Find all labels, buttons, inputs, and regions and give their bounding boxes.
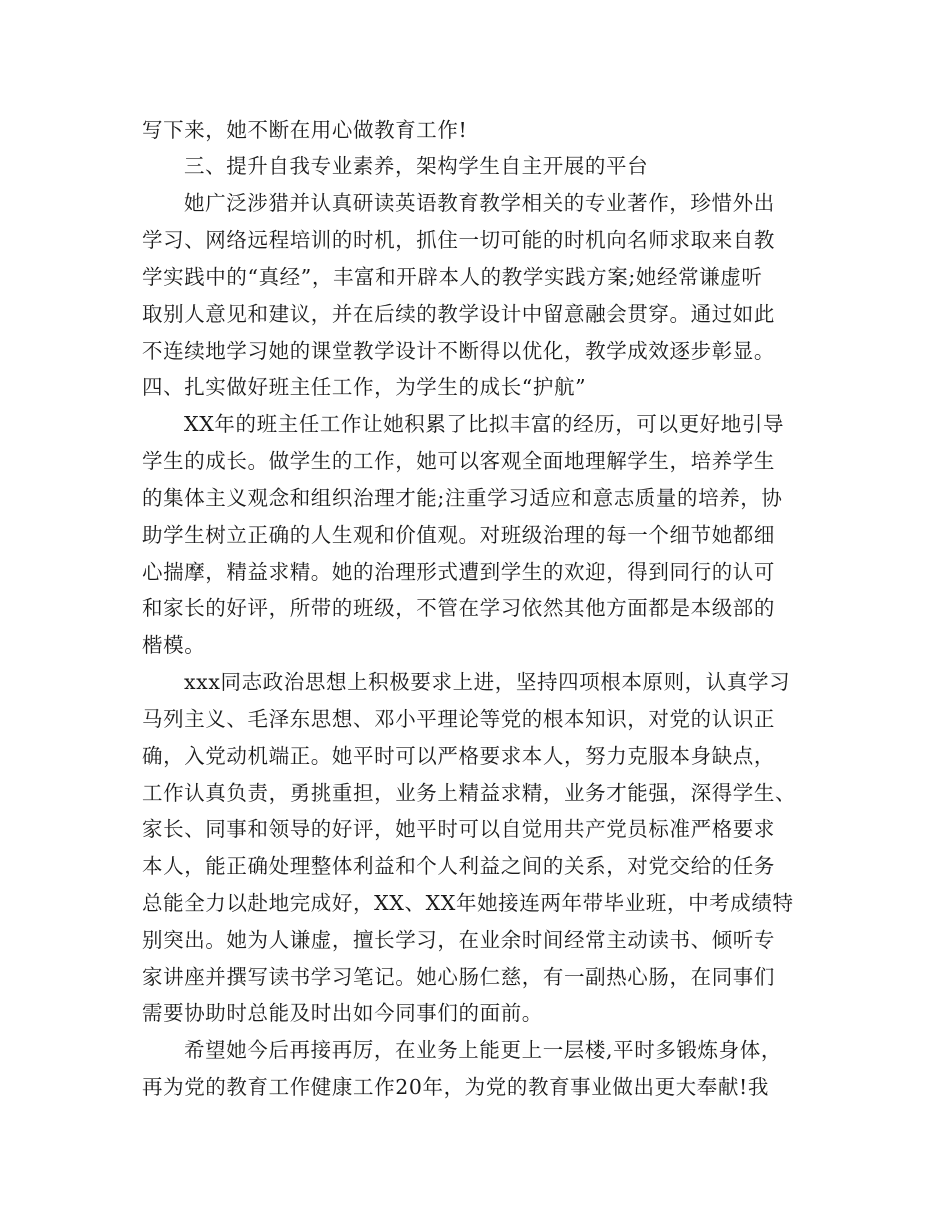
text-line: 别突出。她为人谦虚，擅长学习，在业余时间经常主动读书、倾听专: [142, 928, 775, 952]
text-line: 写下来，她不断在用心做教育工作!: [142, 118, 468, 142]
text-line: XX年的班主任工作让她积累了比拟丰富的经历，可以更好地引导: [184, 412, 785, 436]
section-heading: 四、扎实做好班主任工作，为学生的成长“护航”: [142, 375, 587, 399]
text-line: 本人，能正确处理整体利益和个人利益之间的关系，对党交给的任务: [142, 854, 775, 878]
text-line: 助学生树立正确的人生观和价值观。对班级治理的每一个细节她都细: [142, 523, 775, 547]
text-line: 她广泛涉猎并认真研读英语教育教学相关的专业著作，珍惜外出: [184, 191, 775, 215]
text-line: 学实践中的“真经”，丰富和开辟本人的教学实践方案;她经常谦虚听: [142, 265, 763, 289]
text-line: 工作认真负责，勇挑重担，业务上精益求精，业务才能强，深得学生、: [142, 781, 797, 805]
text-line: 确，入党动机端正。她平时可以严格要求本人，努力克服本身缺点，: [142, 744, 775, 768]
section-heading: 三、提升自我专业素养，架构学生自主开展的平台: [184, 154, 649, 178]
text-line: 再为党的教育工作健康工作20年，为党的教育事业做出更大奉献!我: [142, 1075, 769, 1099]
text-line: 取别人意见和建议，并在后续的教学设计中留意融会贯穿。通过如此: [142, 302, 775, 326]
text-line: 总能全力以赴地完成好，XX、XX年她接连两年带毕业班，中考成绩特: [142, 891, 794, 915]
text-line: 楷模。: [142, 633, 206, 657]
text-line: 学习、网络远程培训的时机，抓住一切可能的时机向名师求取来自教: [142, 228, 775, 252]
text-line: xxx同志政治思想上积极要求上进，坚持四项根本原则，认真学习: [184, 670, 791, 694]
text-line: 需要协助时总能及时出如今同事们的面前。: [142, 1001, 543, 1025]
text-line: 马列主义、毛泽东思想、邓小平理论等党的根本知识，对党的认识正: [142, 707, 775, 731]
text-line: 的集体主义观念和组织治理才能;注重学习适应和意志质量的培养，协: [142, 486, 783, 510]
text-line: 心揣摩，精益求精。她的治理形式遭到学生的欢迎，得到同行的认可: [142, 560, 775, 584]
text-line: 不连续地学习她的课堂教学设计不断得以优化，教学成效逐步彰显。: [142, 339, 775, 363]
text-line: 和家长的好评，所带的班级，不管在学习依然其他方面都是本级部的: [142, 596, 775, 620]
text-line: 家讲座并撰写读书学习笔记。她心肠仁慈，有一副热心肠，在同事们: [142, 965, 775, 989]
text-line: 家长、同事和领导的好评，她平时可以自觉用共产党员标准严格要求: [142, 817, 775, 841]
text-line: 希望她今后再接再厉，在业务上能更上一层楼,平时多锻炼身体，: [184, 1038, 782, 1062]
text-line: 学生的成长。做学生的工作，她可以客观全面地理解学生，培养学生: [142, 449, 775, 473]
